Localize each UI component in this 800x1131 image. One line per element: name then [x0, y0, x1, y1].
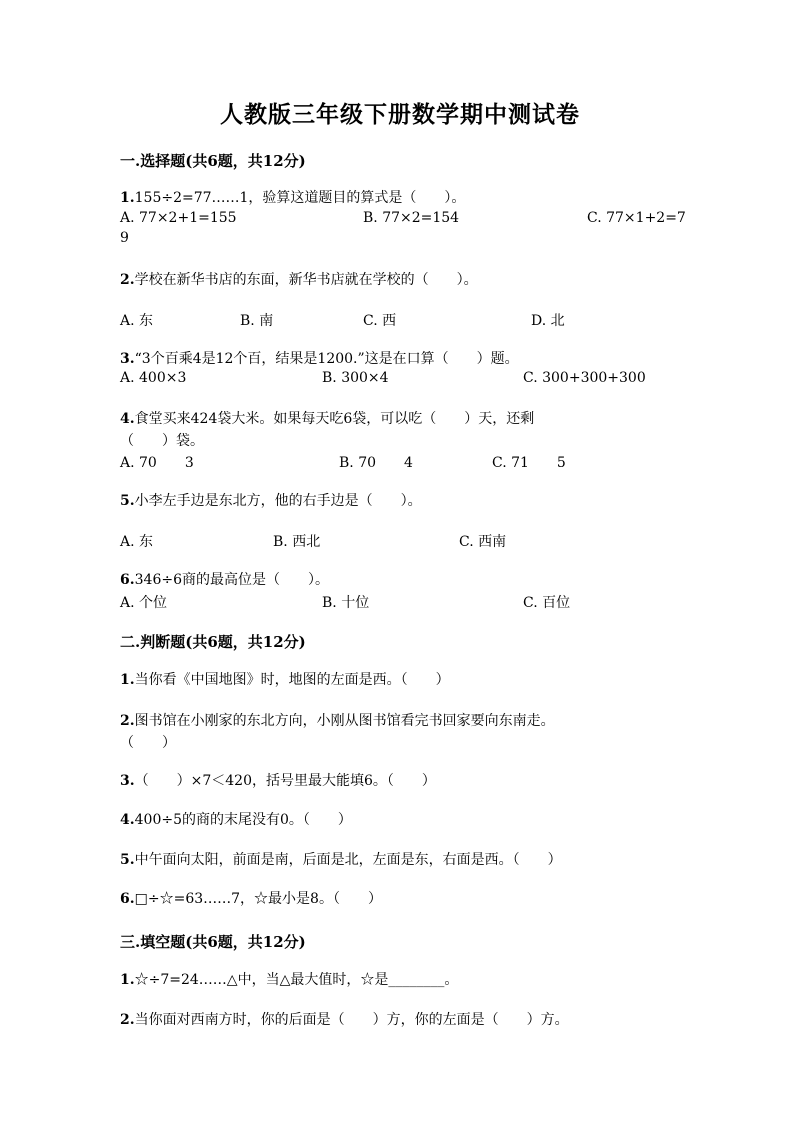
option-overflow: 9 [120, 230, 129, 246]
option-b: B. 70 4 [339, 455, 413, 471]
page-title: 人教版三年级下册数学期中测试卷 [220, 101, 580, 128]
option-c: C. 西 [363, 313, 397, 329]
option-a: A. 东 [120, 313, 154, 329]
question-fill-1: 1.☆÷7=24……△中，当△最大值时，☆是________。 [120, 972, 459, 988]
question-judge-6: 6.□÷☆=63……7，☆最小是8。（ ） [120, 891, 382, 907]
question-continuation: （ ）袋。 [120, 433, 204, 449]
question-choice-1: 1.155÷2=77……1，验算这道题目的算式是（ ）。 [120, 190, 466, 206]
option-a: A. 70 3 [120, 455, 194, 471]
options-choice-2 [120, 310, 680, 330]
option-c: C. 71 5 [492, 455, 566, 471]
option-a: A. 400×3 [120, 370, 187, 386]
option-a: A. 个位 [120, 595, 168, 611]
question-judge-5: 5.中午面向太阳，前面是南，后面是北，左面是东，右面是西。（ ） [120, 852, 562, 868]
question-choice-2: 2.学校在新华书店的东面，新华书店就在学校的（ ）。 [120, 272, 478, 288]
options-choice-1 [120, 210, 686, 230]
option-a: A. 77×2+1=155 [120, 210, 237, 226]
question-continuation: （ ） [120, 735, 176, 751]
question-choice-5: 5.小李左手边是东北方，他的右手边是（ ）。 [120, 493, 422, 509]
section-heading-choice: 一.选择题(共6题，共12分) [120, 152, 306, 170]
option-b: B. 西北 [273, 534, 321, 550]
options-choice-6 [120, 592, 680, 612]
options-choice-3 [120, 370, 680, 390]
question-choice-3: 3.“3个百乘4是12个百，结果是1200.”这是在口算（ ）题。 [120, 351, 519, 367]
section-heading-fill: 三.填空题(共6题，共12分) [120, 933, 306, 951]
option-b: B. 南 [240, 313, 274, 329]
question-choice-4: 4.食堂买来424袋大米。如果每天吃6袋，可以吃（ ）天，还剩 [120, 411, 535, 427]
question-judge-4: 4.400÷5的商的末尾没有0。（ ） [120, 812, 352, 828]
option-b: B. 十位 [322, 595, 370, 611]
question-choice-6: 6.346÷6商的最高位是（ ）。 [120, 572, 329, 588]
section-heading-judge: 二.判断题(共6题，共12分) [120, 633, 306, 651]
question-judge-2: 2.图书馆在小刚家的东北方向，小刚从图书馆看完书回家要向东南走。 [120, 713, 555, 729]
option-d: D. 北 [531, 313, 565, 329]
option-c: C. 77×1+2=7 [587, 210, 686, 226]
question-judge-3: 3.（ ）×7＜420，括号里最大能填6。（ ） [120, 773, 436, 789]
question-fill-2: 2.当你面对西南方时，你的后面是（ ）方，你的左面是（ ）方。 [120, 1012, 569, 1028]
option-b: B. 300×4 [322, 370, 389, 386]
option-c: C. 300+300+300 [523, 370, 646, 386]
option-c: C. 百位 [523, 595, 571, 611]
option-b: B. 77×2=154 [363, 210, 460, 226]
options-choice-5 [120, 531, 680, 551]
question-judge-1: 1.当你看《中国地图》时，地图的左面是西。（ ） [120, 672, 450, 688]
option-a: A. 东 [120, 534, 154, 550]
options-choice-4 [120, 452, 680, 472]
option-c: C. 西南 [459, 534, 507, 550]
